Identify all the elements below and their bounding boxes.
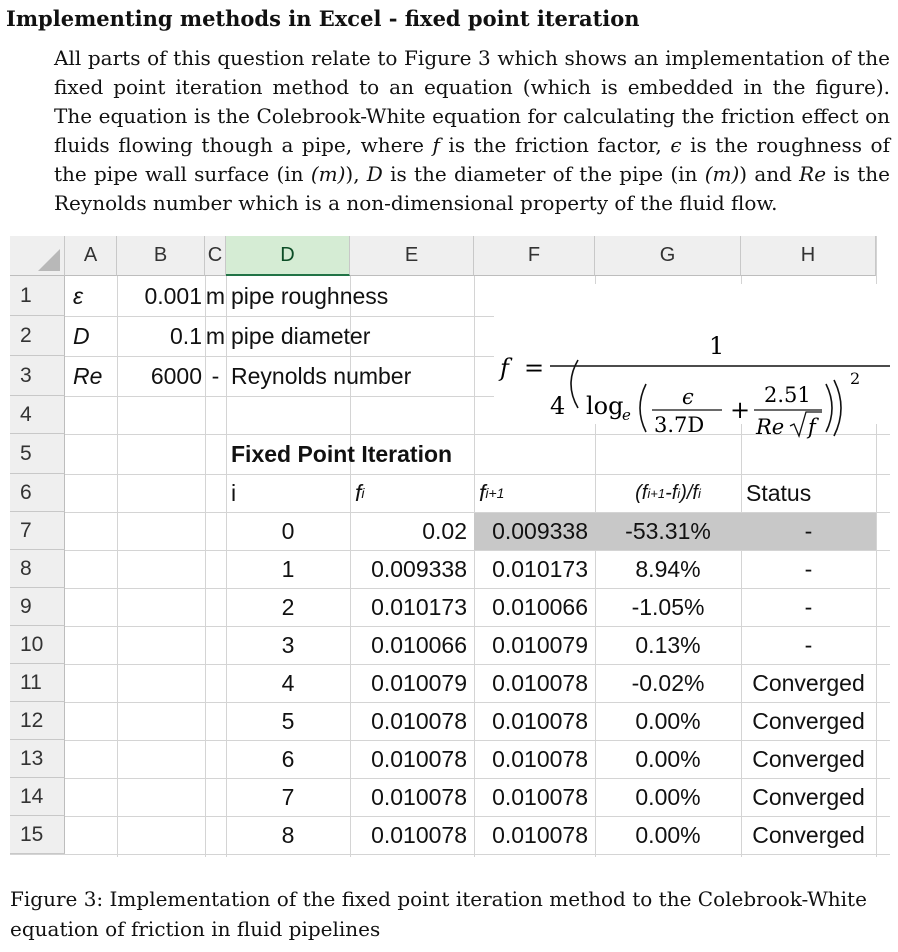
formula-f-sqrt: f [808,415,816,439]
outer-paren-right [834,380,841,436]
row-header-5[interactable]: 5 [10,434,65,474]
iteration-cell-rel[interactable]: 0.00% [635,745,701,772]
row-header-14[interactable]: 14 [10,778,65,816]
outer-paren-left [571,360,578,408]
sqrt-sign [790,412,822,436]
row-header-9[interactable]: 9 [10,588,65,626]
column-header-d[interactable]: D [226,236,350,276]
column-header-b[interactable]: B [117,236,205,276]
iteration-cell-status[interactable]: - [804,517,813,544]
header-fi-text: f [355,479,362,506]
iteration-cell-i[interactable]: 4 [281,669,295,696]
iteration-cell-status[interactable]: Converged [752,707,865,734]
iteration-cell-fi1[interactable]: 0.009338 [492,517,588,544]
iteration-cell-i[interactable]: 7 [281,783,295,810]
header-relative-change[interactable] [595,474,741,512]
iteration-cell-rel[interactable]: 0.13% [635,631,701,658]
inner-paren-right [826,384,832,432]
intro-text: is the diameter of the pipe (in [382,162,705,186]
row-header-3[interactable]: 3 [10,356,65,396]
header-fi1[interactable] [474,474,595,512]
iteration-cell-fi1[interactable]: 0.010173 [492,555,588,582]
cell-b3-value[interactable]: 6000 [150,362,202,389]
iteration-cell-fi[interactable]: 0.009338 [371,555,467,582]
section-title[interactable]: Fixed Point Iteration [231,440,453,467]
iteration-cell-status[interactable]: - [804,593,813,620]
formula-equals: = [524,354,545,382]
rel-sub: i+1 [647,485,666,501]
row-header-10[interactable]: 10 [10,626,65,664]
intro-D-symbol: D [366,162,383,186]
iteration-cell-fi1[interactable]: 0.010079 [492,631,588,658]
column-header-g[interactable]: G [595,236,741,276]
iteration-cell-status[interactable]: - [804,555,813,582]
iteration-cell-status[interactable]: Converged [752,783,865,810]
formula-exponent: 2 [850,369,861,388]
iteration-cell-fi1[interactable]: 0.010066 [492,593,588,620]
header-fi-sub: i [361,485,365,501]
iteration-cell-fi[interactable]: 0.010079 [371,669,467,696]
cell-c3-unit[interactable]: - [211,362,220,389]
formula-log-base: e [622,406,631,424]
iteration-cell-rel[interactable]: -53.31% [625,517,711,544]
formula-lhs: f [500,354,509,382]
formula-coefficient: 4 [550,392,566,420]
iteration-cell-fi1[interactable]: 0.010078 [492,783,588,810]
iteration-cell-status[interactable]: - [804,631,813,658]
row-header-4[interactable]: 4 [10,396,65,434]
iteration-cell-status[interactable]: Converged [752,669,865,696]
row-header-6[interactable]: 6 [10,474,65,512]
header-status[interactable]: Status [746,479,812,506]
cell-b1-value[interactable]: 0.001 [144,282,202,309]
inner-paren-left [640,384,646,432]
iteration-cell-fi[interactable]: 0.010078 [371,745,467,772]
intro-unit: (m) [310,162,346,186]
intro-f-symbol: f [432,133,440,157]
cell-d1-label[interactable]: pipe roughness [231,282,389,309]
row-header-2[interactable]: 2 [10,316,65,356]
formula-denominator-1: 3.7D [654,413,705,437]
cell-a2-symbol[interactable]: D [73,322,90,349]
header-fi1-text: f [479,479,486,506]
iteration-cell-i[interactable]: 8 [281,821,295,848]
row-header-8[interactable]: 8 [10,550,65,588]
intro-text: is the friction factor, [439,133,671,157]
cell-a1-symbol[interactable]: ε [73,282,84,309]
page-title: Implementing methods in Excel - fixed point iteration [6,6,640,31]
formula-graphic [494,284,890,439]
row-header-15[interactable]: 15 [10,816,65,854]
iteration-cell-i[interactable]: 2 [281,593,295,620]
header-fi[interactable] [350,474,474,512]
iteration-cell-fi1[interactable]: 0.010078 [492,821,588,848]
row-header-1[interactable]: 1 [10,276,65,316]
row-header-11[interactable]: 11 [10,664,65,702]
formula-plus: + [730,396,751,424]
formula-Re: Re [756,415,785,439]
formula-log: log [586,392,624,420]
iteration-cell-fi[interactable]: 0.010066 [371,631,467,658]
cell-a3-symbol[interactable]: Re [73,362,103,389]
iteration-cell-fi1[interactable]: 0.010078 [492,669,588,696]
column-header-h[interactable]: H [741,236,876,276]
row-header-13[interactable]: 13 [10,740,65,778]
rel-part: )/f [680,481,698,504]
intro-Re-symbol: Re [799,162,827,186]
intro-text: ), [345,162,367,186]
iteration-cell-fi[interactable]: 0.010078 [371,783,467,810]
cell-c1-unit[interactable]: m [205,282,226,309]
row-header-7[interactable]: 7 [10,512,65,550]
column-header-e[interactable]: E [350,236,474,276]
formula-epsilon: ϵ [682,385,694,409]
header-fi1-sub: i+1 [485,485,505,501]
select-all-button[interactable] [10,236,65,276]
iteration-cell-i[interactable]: 3 [281,631,295,658]
iteration-cell-fi[interactable]: 0.010078 [371,821,467,848]
figure-caption: Figure 3: Implementation of the fixed point iteration method to the Colebrook-White equation of friction in fluid pipelines [10,887,867,941]
colebrook-white-formula[interactable] [494,284,890,439]
rel-part: -f [665,481,678,504]
column-header-f[interactable]: F [474,236,595,276]
intro-text: ) and [739,162,800,186]
question-intro [54,44,890,218]
intro-text: All parts of this question relate to Figure 3 which shows an implementation of the fixed point iteration method to an equation (which is embedded in the figure). The equation is the Colebrook-White equation for calculating the friction effect on fluids flowing though a pipe, where [54,46,890,157]
rel-sub: i [697,485,701,501]
intro-eps-symbol: ϵ [670,133,682,157]
formula-numerator: 1 [709,332,725,360]
iteration-cell-fi[interactable]: 0.010173 [371,593,467,620]
spreadsheet[interactable] [10,236,890,857]
row-header-12[interactable]: 12 [10,702,65,740]
header-i[interactable]: i [231,479,237,506]
iteration-cell-fi[interactable]: 0.010078 [371,707,467,734]
iteration-cell-fi1[interactable]: 0.010078 [492,707,588,734]
formula-2-51: 2.51 [764,383,811,407]
rel-sub: i [677,485,681,501]
iteration-cell-rel[interactable]: -0.02% [631,669,705,696]
intro-text: is the Reynolds number which is a non-dimensional property of the fluid flow. [54,162,890,215]
iteration-cell-i[interactable]: 0 [281,517,295,544]
iteration-cell-status[interactable]: Converged [752,745,865,772]
iteration-cell-rel[interactable]: 8.94% [635,555,701,582]
cell-b2-value[interactable]: 0.1 [170,322,202,349]
iteration-cell-i[interactable]: 5 [281,707,295,734]
iteration-cell-rel[interactable]: 0.00% [635,821,701,848]
iteration-cell-fi1[interactable]: 0.010078 [492,745,588,772]
column-header-c[interactable]: C [205,236,226,276]
cell-d3-label[interactable]: Reynolds number [231,362,412,389]
iteration-cell-rel[interactable]: -1.05% [631,593,705,620]
cell-c2-unit[interactable]: m [205,322,226,349]
rel-part: (f [635,481,648,504]
cell-d2-label[interactable]: pipe diameter [231,322,371,349]
column-header-a[interactable]: A [65,236,117,276]
iteration-cell-status[interactable]: Converged [752,821,865,848]
iteration-cell-rel[interactable]: 0.00% [635,707,701,734]
intro-text: is the roughness of the pipe wall surface (in [54,133,890,186]
iteration-cell-rel[interactable]: 0.00% [635,783,701,810]
intro-unit: (m) [704,162,740,186]
iteration-cell-fi[interactable]: 0.02 [422,517,467,544]
iteration-cell-i[interactable]: 6 [281,745,295,772]
iteration-cell-i[interactable]: 1 [281,555,295,582]
